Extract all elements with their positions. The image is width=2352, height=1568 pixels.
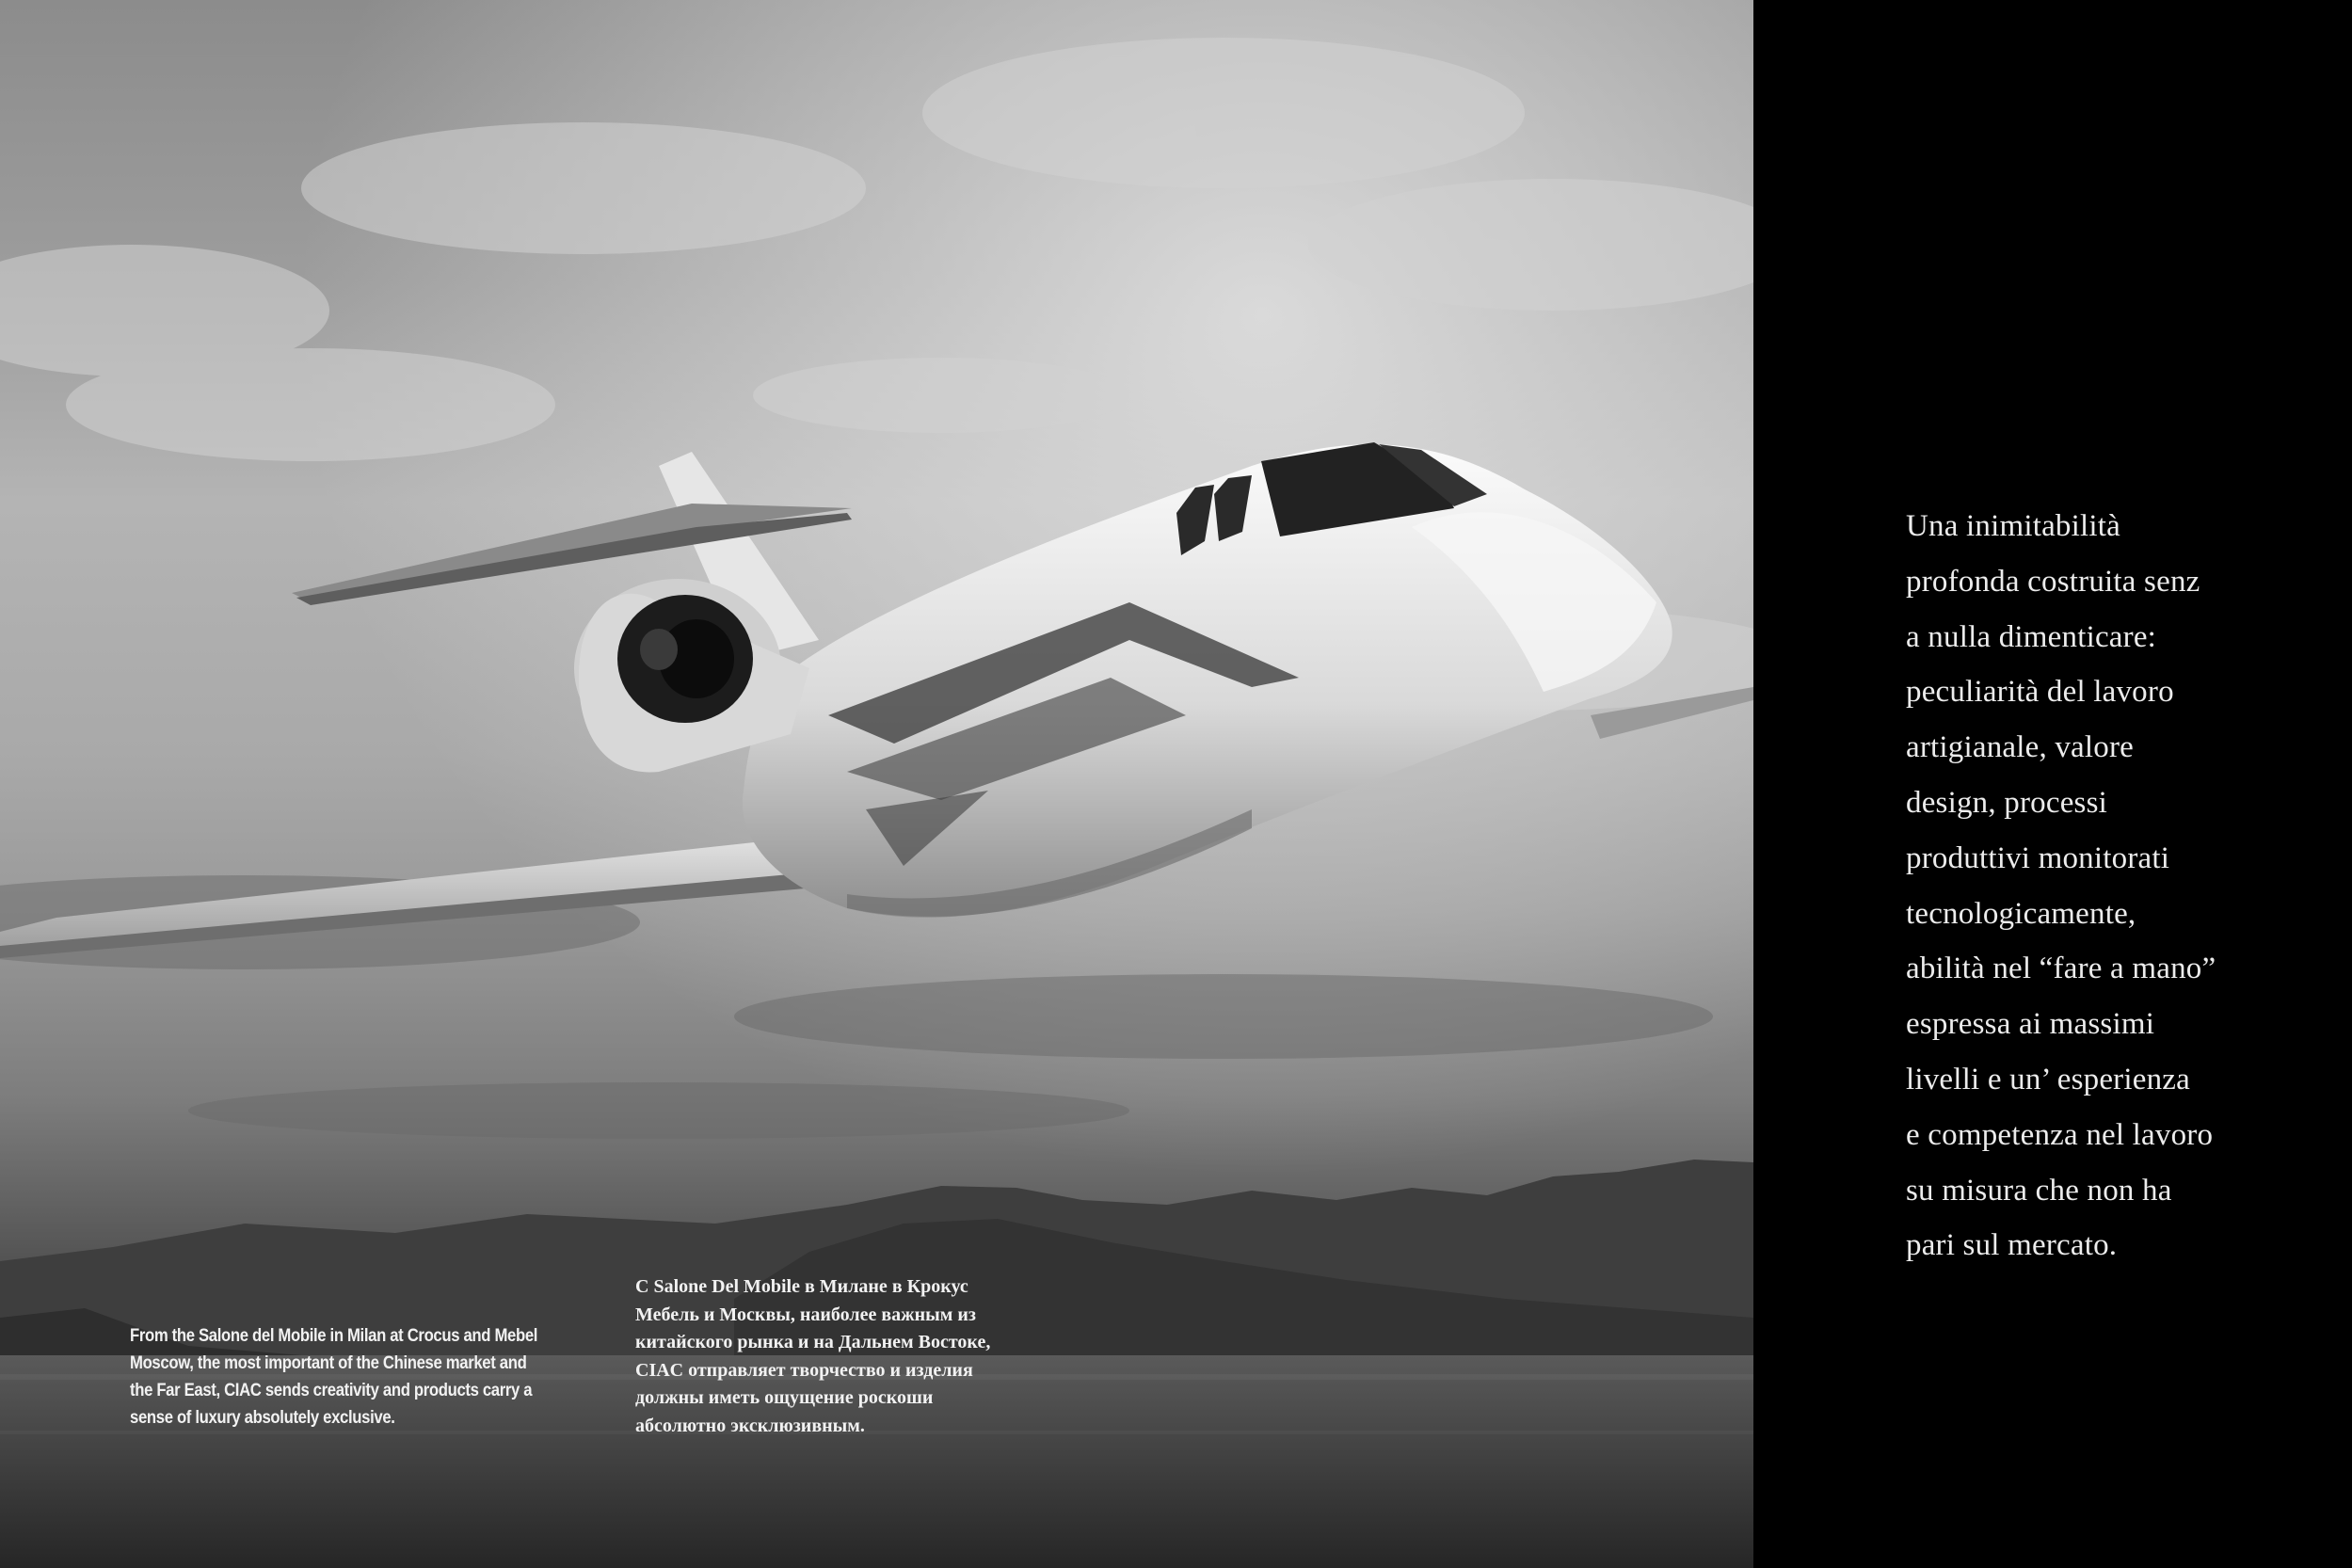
- poem-line: artigianale, valore: [1906, 730, 2135, 765]
- english-caption-line: Moscow, the most important of the Chinese market and: [130, 1353, 527, 1373]
- italian-poem: [1906, 499, 2339, 1273]
- poem-line: a nulla dimenticare:: [1906, 619, 2157, 654]
- poem-line: su misura che non ha: [1906, 1173, 2172, 1208]
- poem-line: e competenza nel lavoro: [1906, 1117, 2214, 1152]
- poem-line: Una inimitabilità: [1906, 509, 2120, 543]
- english-caption-line: the Far East, CIAC sends creativity and products carry a: [130, 1381, 533, 1400]
- english-caption-line: sense of luxury absolutely exclusive.: [130, 1408, 395, 1428]
- english-caption: [130, 1322, 538, 1432]
- russian-caption-line: абсолютно эксклюзивным.: [635, 1415, 865, 1436]
- russian-caption-line: CIAC отправляет творчество и изделия: [635, 1359, 973, 1381]
- russian-caption-line: Мебель и Москвы, наиболее важным из: [635, 1304, 976, 1325]
- russian-caption-line: C Salone Del Mobile в Милане в Крокус: [635, 1276, 968, 1297]
- russian-caption: [635, 1273, 1068, 1440]
- poem-line: profonda costruita senz: [1906, 564, 2200, 599]
- poem-line: livelli e un’ esperienza: [1906, 1062, 2190, 1096]
- poem-line: produttivi monitorati: [1906, 840, 2170, 875]
- poem-line: design, processi: [1906, 785, 2107, 820]
- poem-line: pari sul mercato.: [1906, 1228, 2118, 1263]
- english-caption-line: From the Salone del Mobile in Milan at Crocus and Mebel: [130, 1326, 538, 1346]
- poem-line: abilità nel “fare a mano”: [1906, 952, 2216, 986]
- russian-caption-line: китайского рынка и на Дальнем Востоке,: [635, 1332, 991, 1352]
- russian-caption-line: должны иметь ощущение роскоши: [635, 1387, 934, 1408]
- poem-line: espressa ai massimi: [1906, 1007, 2155, 1042]
- poem-line: peculiarità del lavoro: [1906, 675, 2174, 710]
- poem-line: tecnologicamente,: [1906, 896, 2136, 931]
